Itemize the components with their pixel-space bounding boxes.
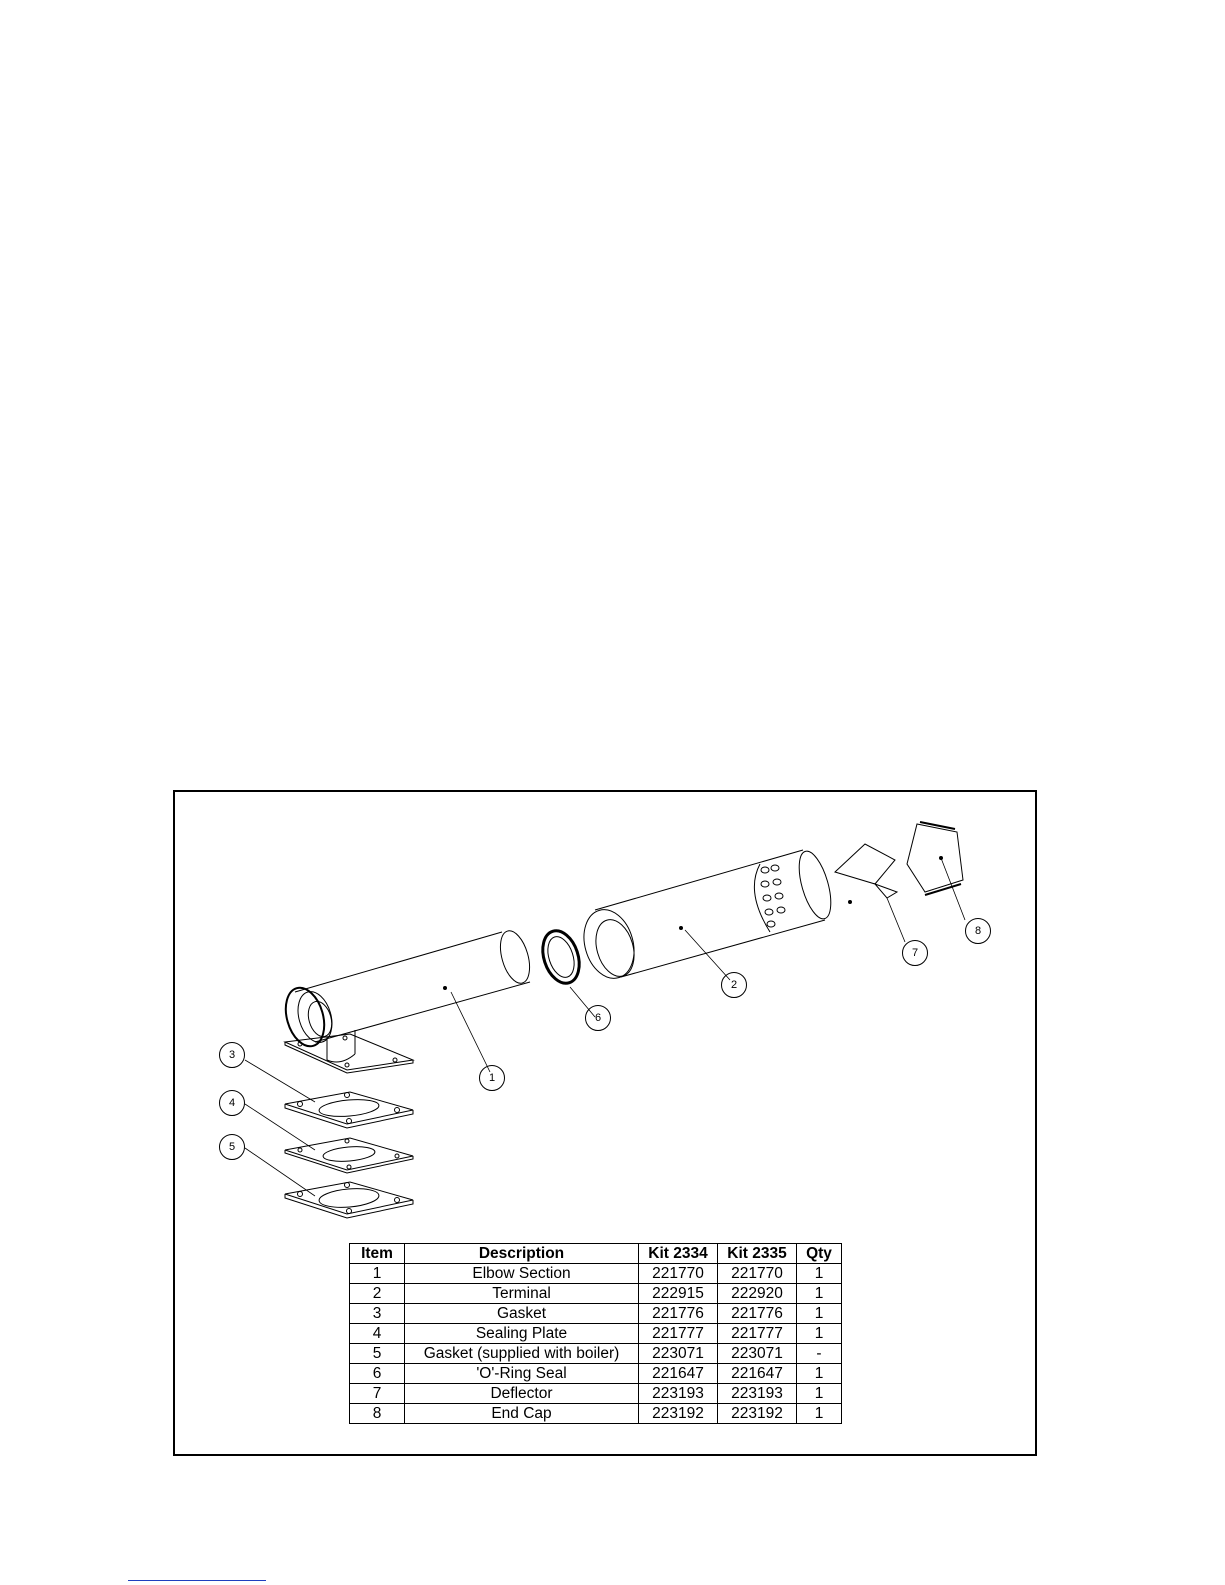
cell-description: Gasket	[405, 1304, 639, 1324]
cell-kit-2334: 221647	[639, 1364, 718, 1384]
cell-item: 4	[350, 1324, 405, 1344]
cell-description: Deflector	[405, 1384, 639, 1404]
callout-6: 6	[585, 1005, 611, 1031]
cell-qty: 1	[797, 1284, 842, 1304]
cell-qty: -	[797, 1344, 842, 1364]
cell-kit-2335: 221647	[718, 1364, 797, 1384]
cell-kit-2334: 223193	[639, 1384, 718, 1404]
callout-7: 7	[902, 940, 928, 966]
parts-table	[349, 1243, 842, 1424]
table-row	[350, 1264, 842, 1284]
callout-4: 4	[219, 1090, 245, 1116]
cell-kit-2335: 221776	[718, 1304, 797, 1324]
cell-item: 6	[350, 1364, 405, 1384]
table-row	[350, 1344, 842, 1364]
header-kit-2334: Kit 2334	[639, 1244, 718, 1264]
elbow-flange-part	[285, 1034, 413, 1073]
cell-kit-2335: 223071	[718, 1344, 797, 1364]
table-row	[350, 1284, 842, 1304]
gasket-part-3	[285, 1092, 413, 1128]
callout-3: 3	[219, 1042, 245, 1068]
cell-description: Sealing Plate	[405, 1324, 639, 1344]
cell-kit-2334: 221770	[639, 1264, 718, 1284]
cell-kit-2335: 221777	[718, 1324, 797, 1344]
callout-8: 8	[965, 918, 991, 944]
cell-item: 5	[350, 1344, 405, 1364]
deflector-part	[835, 844, 897, 904]
cell-item: 8	[350, 1404, 405, 1424]
elbow-section-part	[279, 927, 535, 1062]
cell-description: Terminal	[405, 1284, 639, 1304]
cell-kit-2335: 222920	[718, 1284, 797, 1304]
callout-2: 2	[721, 972, 747, 998]
header-kit-2335: Kit 2335	[718, 1244, 797, 1264]
callout-1: 1	[479, 1065, 505, 1091]
cell-qty: 1	[797, 1264, 842, 1284]
header-description: Description	[405, 1244, 639, 1264]
cell-kit-2335: 223193	[718, 1384, 797, 1404]
cell-kit-2335: 221770	[718, 1264, 797, 1284]
cell-qty: 1	[797, 1404, 842, 1424]
cell-description: 'O'-Ring Seal	[405, 1364, 639, 1384]
o-ring-seal-part	[536, 926, 585, 988]
terminal-part	[576, 848, 837, 984]
table-row	[350, 1324, 842, 1344]
table-row	[350, 1404, 842, 1424]
cell-qty: 1	[797, 1324, 842, 1344]
cell-qty: 1	[797, 1384, 842, 1404]
cell-item: 1	[350, 1264, 405, 1284]
cell-item: 3	[350, 1304, 405, 1324]
cell-description: Elbow Section	[405, 1264, 639, 1284]
cell-item: 7	[350, 1384, 405, 1404]
header-qty: Qty	[797, 1244, 842, 1264]
cell-kit-2335: 223192	[718, 1404, 797, 1424]
cell-kit-2334: 222915	[639, 1284, 718, 1304]
cell-description: End Cap	[405, 1404, 639, 1424]
table-row	[350, 1364, 842, 1384]
cell-item: 2	[350, 1284, 405, 1304]
table-row	[350, 1384, 842, 1404]
figure-frame	[173, 790, 1037, 1456]
footer-rule	[128, 1580, 266, 1581]
cell-kit-2334: 223192	[639, 1404, 718, 1424]
cell-qty: 1	[797, 1304, 842, 1324]
table-row	[350, 1304, 842, 1324]
cell-kit-2334: 223071	[639, 1344, 718, 1364]
callout-5: 5	[219, 1134, 245, 1160]
gasket-part-5	[285, 1182, 413, 1218]
cell-qty: 1	[797, 1364, 842, 1384]
parts-table-header-row	[350, 1244, 842, 1264]
end-cap-part	[907, 822, 963, 895]
cell-kit-2334: 221776	[639, 1304, 718, 1324]
header-item: Item	[350, 1244, 405, 1264]
cell-description: Gasket (supplied with boiler)	[405, 1344, 639, 1364]
cell-kit-2334: 221777	[639, 1324, 718, 1344]
